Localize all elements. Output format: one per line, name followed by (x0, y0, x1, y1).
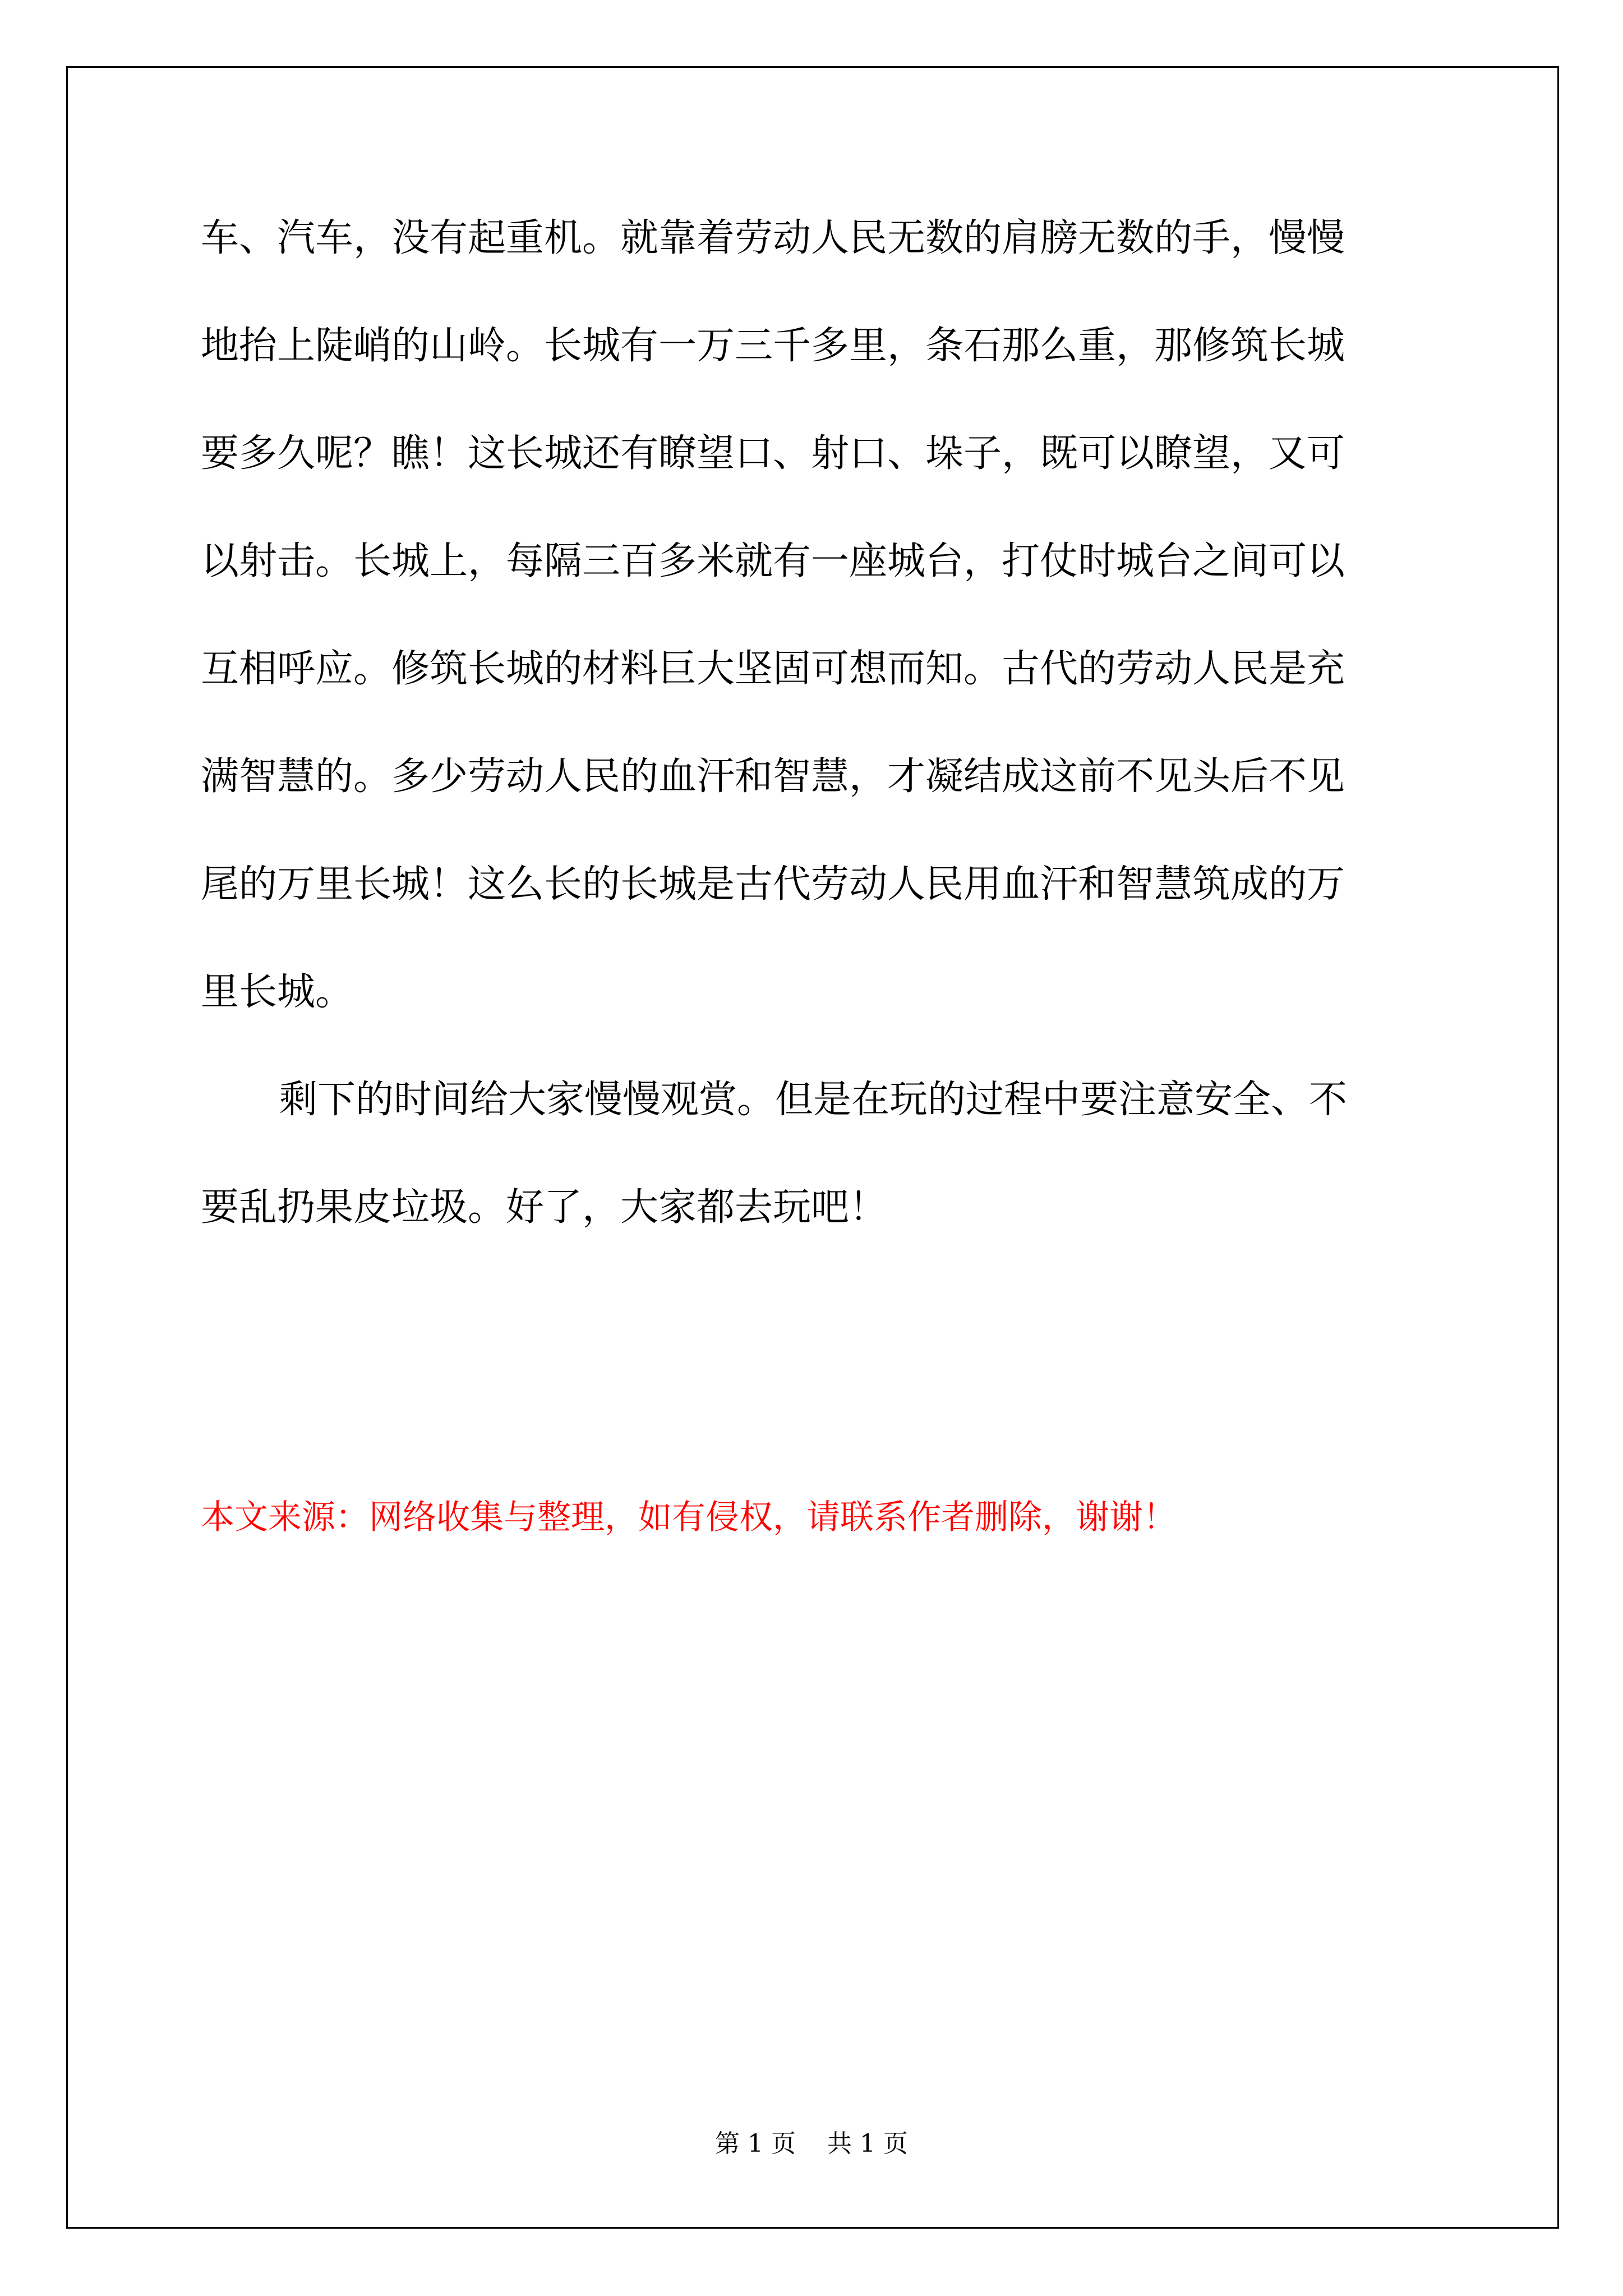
text-line: 满智慧的。多少劳动人民的血汗和智慧，才凝结成这前不见头后不见 (201, 754, 1345, 799)
page-footer: 第 1 页 共 1 页 (715, 2129, 908, 2158)
text-line: 地抬上陡峭的山岭。长城有一万三千多里，条石那么重，那修筑长城 (201, 324, 1345, 368)
source-note: 本文来源：网络收集与整理，如有侵权，请联系作者删除，谢谢！ (201, 1498, 1177, 1537)
text-line: 要多久呢？瞧！这长城还有瞭望口、射口、垛子，既可以瞭望，又可 (201, 431, 1345, 476)
text-line: 互相呼应。修筑长城的材料巨大坚固可想而知。古代的劳动人民是充 (201, 647, 1345, 691)
paragraph-2 (201, 1078, 1435, 1293)
text-line: 剩下的时间给大家慢慢观赏。但是在玩的过程中要注意安全、不 (279, 1078, 1348, 1122)
paragraph-1 (201, 216, 1435, 1078)
text-line: 尾的万里长城！这么长的长城是古代劳动人民用血汗和智慧筑成的万 (201, 862, 1345, 907)
text-line: 要乱扔果皮垃圾。好了，大家都去玩吧！ (201, 1185, 888, 1230)
document-body (201, 216, 1435, 1293)
text-line: 里长城。 (201, 970, 354, 1014)
text-line: 以射击。长城上，每隔三百多米就有一座城台，打仗时城台之间可以 (201, 539, 1345, 583)
text-line: 车、汽车，没有起重机。就靠着劳动人民无数的肩膀无数的手，慢慢 (201, 216, 1345, 260)
